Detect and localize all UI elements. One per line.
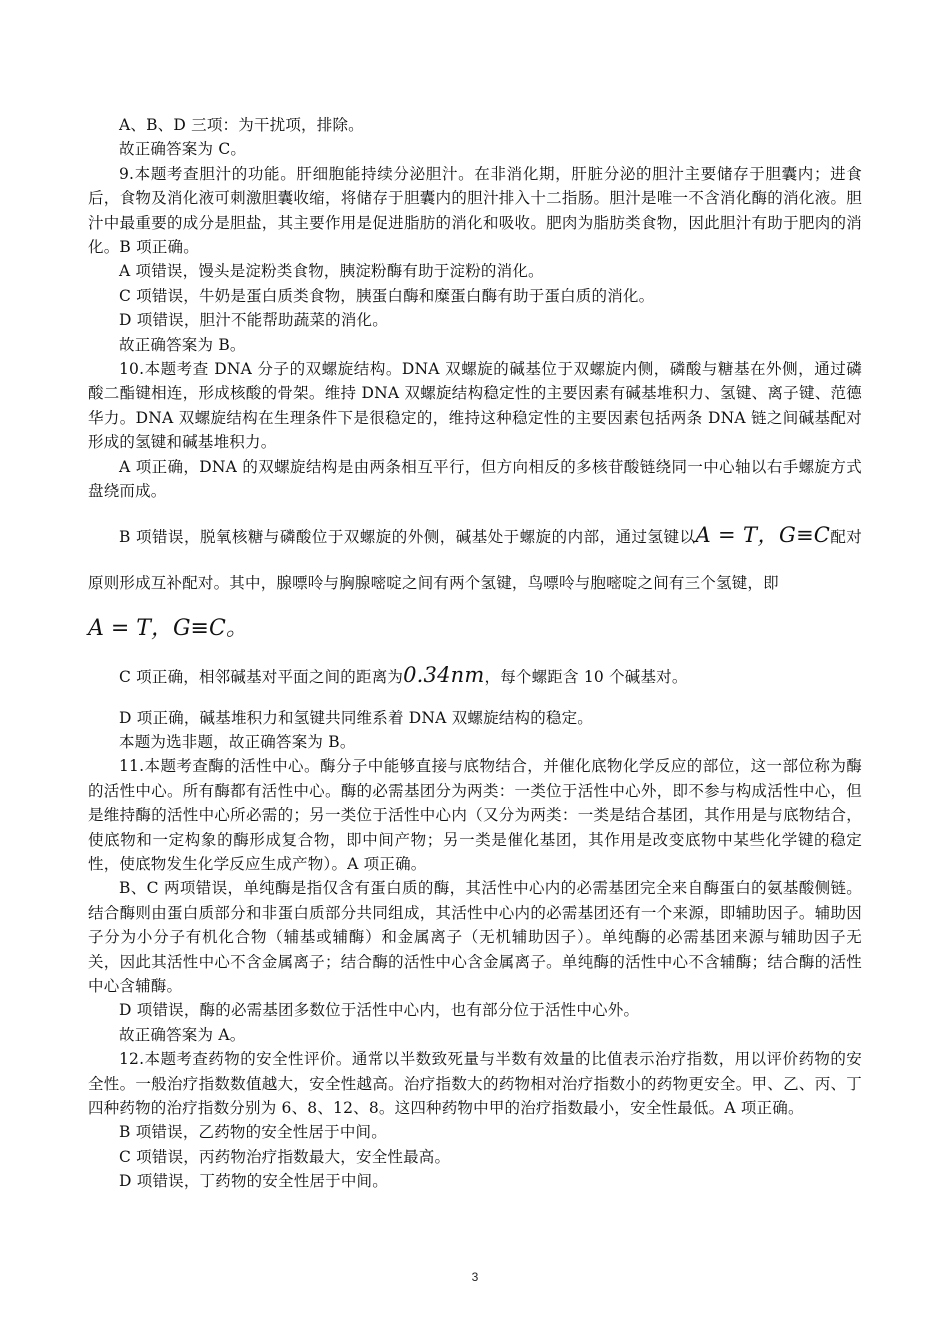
paragraph: A 项正确，DNA 的双螺旋结构是由两条相互平行，但方向相反的多核苷酸链绕同一中心轴以右手螺旋方式盘绕而成。 [88, 457, 862, 501]
paragraph: A 项错误，馒头是淀粉类食物，胰淀粉酶有助于淀粉的消化。 [119, 262, 544, 281]
paragraph: 11.本题考查酶的活性中心。酶分子中能够直接与底物结合，并催化底物化学反应的部位，这一部位称为酶的活性中心。所有酶都有活性中心。酶的必需基团分为两类：一类位于活性中心外，即不参与构成活性中心，但是维持酶的活性中心所必需的；另一类位于活性中心内（又分为两类：一类是结合基团，其作用是与底物结合，使底物和一定构象的酶形成复合物，即中间产物；另一类是催化基团，其作用是改变底物中某些化学键的稳定性，使底物发生化学反应生成产物）。A 项正确。 [88, 757, 862, 873]
paragraph: 故正确答案为 C。 [119, 140, 247, 159]
paragraph: D 项错误，丁药物的安全性居于中间。 [119, 1172, 388, 1191]
paragraph: 10.本题考查 DNA 分子的双螺旋结构。DNA 双螺旋的碱基位于双螺旋内侧，磷酸与糖基在外侧，通过磷酸二酯键相连，形成核酸的骨架。维持 DNA 双螺旋结构稳定性的主要因素有碱基堆积力、氢键、离子键、范德华力。DNA 双螺旋结构在生理条件下是很稳定的，维持这种稳定性的主要因素包括两条 DNA 链之间碱基配对形成的氢键和碱基堆积力。 [88, 360, 862, 452]
paragraph: 故正确答案为 B。 [119, 335, 246, 354]
paragraph-text: B 项错误，脱氧核糖与磷酸位于双螺旋的外侧，碱基处于螺旋的内部，通过氢键以 [119, 527, 696, 546]
paragraph: C 项错误，牛奶是蛋白质类食物，胰蛋白酶和糜蛋白酶有助于蛋白质的消化。 [119, 286, 655, 305]
paragraph: B 项错误，乙药物的安全性居于中间。 [119, 1123, 387, 1142]
paragraph: D 项正确，碱基堆积力和氢键共同维系着 DNA 双螺旋结构的稳定。 [119, 708, 593, 727]
paragraph: B、C 两项错误，单纯酶是指仅含有蛋白质的酶，其活性中心内的必需基团完全来自酶蛋白的氨基酸侧链。结合酶则由蛋白质部分和非蛋白质部分共同组成，其活性中心内的必需基团还有一个来源，即辅助因子。辅助因子分为小分子有机化合物（辅基或辅酶）和金属离子（无机辅助因子）。单纯酶的必需基团来源与辅助因子无关，因此其活性中心不含金属离子；结合酶的活性中心含金属离子。单纯酶的活性中心不含辅酶；结合酶的活性中心含辅酶。 [88, 879, 862, 995]
paragraph: 故正确答案为 A。 [119, 1025, 246, 1044]
paragraph-c-option [88, 652, 862, 700]
math-formula: A = T，G≡C。 [88, 615, 248, 641]
paragraph: D 项错误，胆汁不能帮助蔬菜的消化。 [119, 311, 388, 330]
paragraph-text: 配对原则形成互补配对。其中，腺嘌呤与胸腺嘧啶之间有两个氢键，鸟嘌呤与胞嘧啶之间有三个氢键，即 [88, 527, 863, 592]
math-formula: A = T，G≡C [695, 522, 831, 547]
paragraph-text: ，每个螺距含 10 个碱基对。 [484, 667, 688, 686]
page-number: 3 [471, 1270, 479, 1284]
paragraph: D 项错误，酶的必需基团多数位于活性中心内，也有部分位于活性中心外。 [119, 1001, 640, 1020]
paragraph: A、B、D 三项：为干扰项，排除。 [119, 116, 364, 134]
paragraph: 12.本题考查药物的安全性评价。通常以半数致死量与半数有效量的比值表示治疗指数，用以评价药物的安全性。一般治疗指数数值越大，安全性越高。治疗指数大的药物相对治疗指数小的药物更安全。甲、乙、丙、丁四种药物的治疗指数分别为 6、8、12、8。这四种药物中甲的治疗指数最小，安全性最低。A 项正确。 [88, 1050, 862, 1117]
math-formula: 0.34nm [403, 662, 485, 687]
paragraph-text: C 项正确，相邻碱基对平面之间的距离为 [119, 667, 404, 686]
document-body [88, 113, 862, 1194]
paragraph-b-option [88, 512, 862, 606]
paragraph: 9.本题考查胆汁的功能。肝细胞能持续分泌胆汁。在非消化期，肝脏分泌的胆汁主要储存于胆囊内；进食后，食物及消化液可刺激胆囊收缩，将储存于胆囊内的胆汁排入十二指肠。胆汁是唯一不含消化酶的消化液。胆汁中最重要的成分是胆盐，其主要作用是促进脂肪的消化和吸收。肥肉为脂肪类食物，因此胆汁有助于肥肉的消化。B 项正确。 [88, 164, 862, 257]
paragraph: 本题为选非题，故正确答案为 B。 [119, 732, 356, 751]
paragraph: C 项错误，丙药物治疗指数最大，安全性最高。 [119, 1147, 451, 1166]
